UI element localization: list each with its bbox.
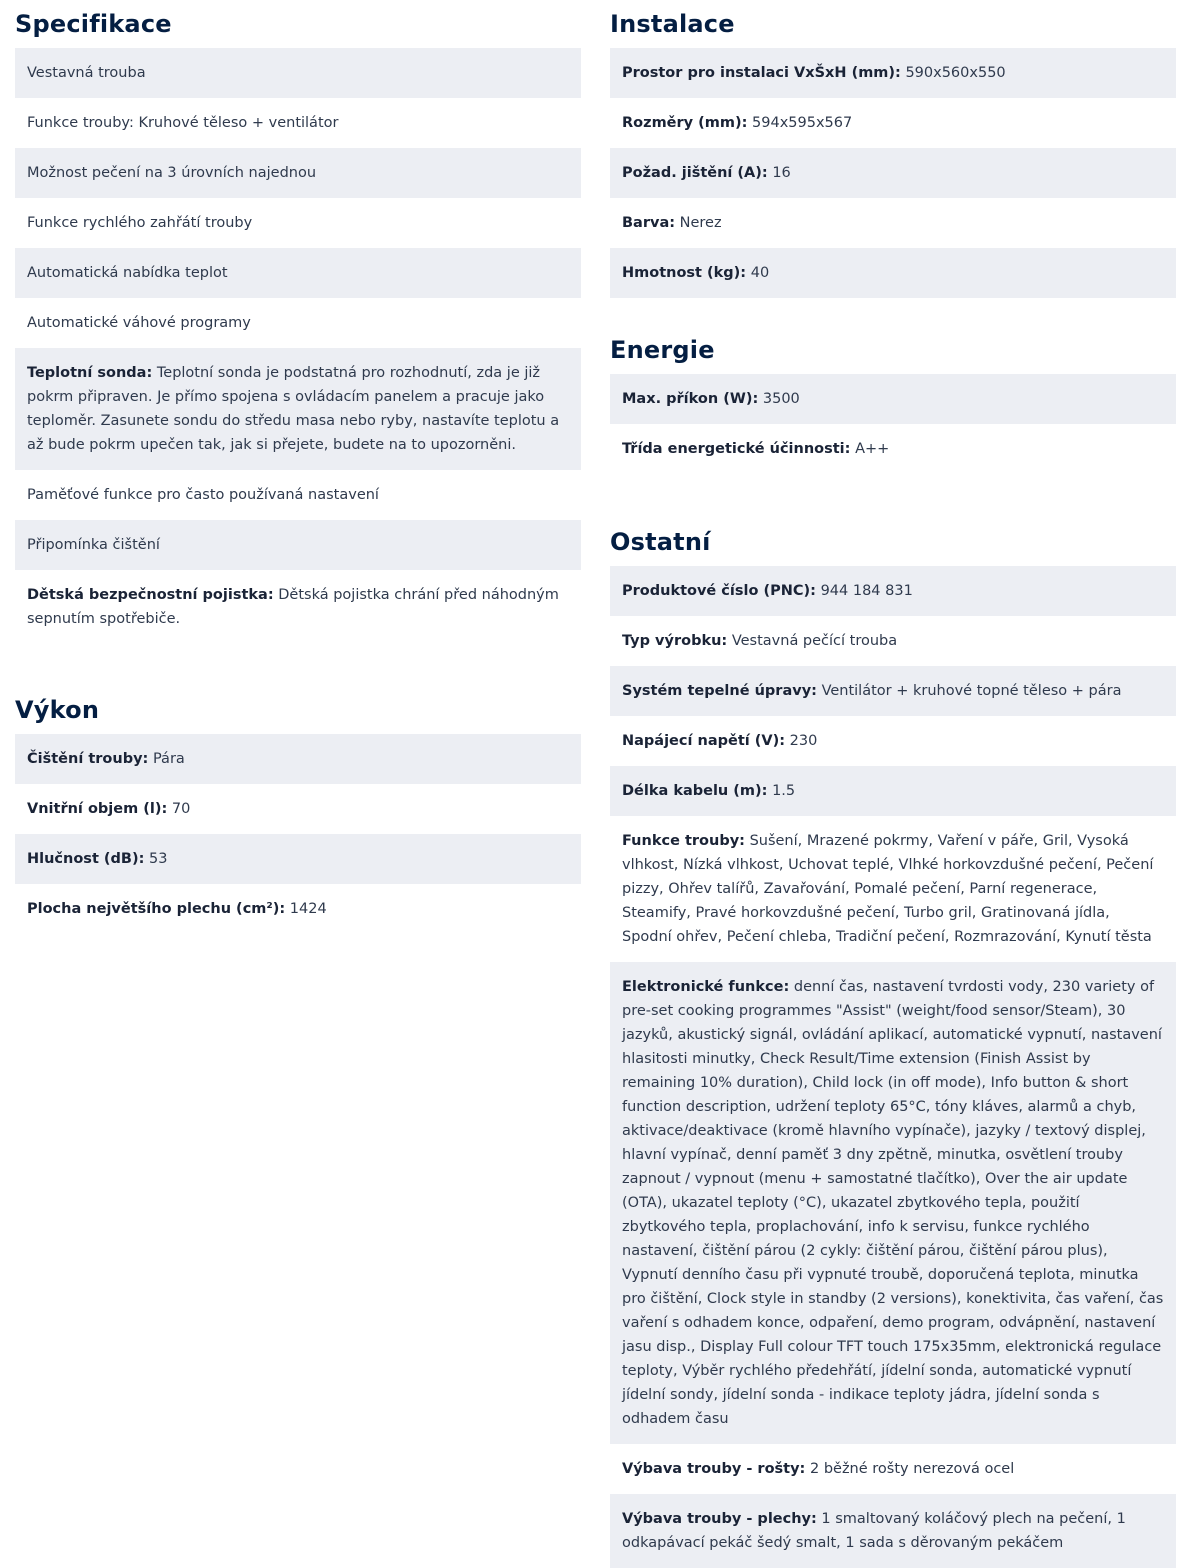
right-column (610, 0, 1176, 1568)
spec-row (610, 766, 1176, 816)
spec-row (15, 884, 581, 934)
spec-value: 944 184 831 (820, 583, 913, 599)
spec-list (15, 48, 581, 644)
spec-value: 594x595x567 (752, 115, 853, 131)
section-energie (610, 326, 1176, 474)
spec-label: Prostor pro instalaci VxŠxH (mm): (622, 65, 901, 81)
spec-label: Napájecí napětí (V): (622, 733, 786, 749)
spec-row (610, 666, 1176, 716)
spec-value: Paměťové funkce pro často používaná nastavení (27, 487, 379, 503)
section-title: Výkon (15, 696, 100, 724)
spec-value: 1 smaltovaný koláčový plech na pečení, 1 odkapávací pekáč šedý smalt, 1 sada s děrovaným pekáčem (622, 1511, 1126, 1551)
spec-list (15, 734, 581, 934)
spec-value: 230 (789, 733, 818, 749)
section-instalace (610, 0, 1176, 298)
spec-row (15, 348, 581, 470)
spec-label: Typ výrobku: (622, 633, 728, 649)
spec-row (15, 248, 581, 298)
spec-value: Nerez (679, 215, 722, 231)
spec-row (610, 962, 1176, 1444)
spec-row (610, 374, 1176, 424)
spec-value: denní čas, nastavení tvrdosti vody, 230 variety of pre-set cooking programmes "Assist" (weight/food sensor/Steam), 30 jazyků, akustický signál, ovládání aplikací, automatické vypnutí, nastavení hlasitosti minutky, Check Result/Time extension (Finish Assist by remaining 10% duration), Child lock (in off mode), Info button & short function description, udržení teploty 65°C, tóny kláves, alarmů a chyb, aktivace/deaktivace (kromě hlavního vypínače), jazyky / textový displej, hlavní vypínač, denní paměť 3 dny zpětně, minutka, osvětlení trouby zapnout / vypnout (menu + samostatné tlačítko), Over the air update (OTA), ukazatel teploty (°C), ukazatel zbytkového tepla, použití zbytkového tepla, proplachování, info k servisu, funkce rychlého nastavení, čištění párou (2 cykly: čištění párou, čištění párou plus), Vypnutí denního času při vypnuté troubě, doporučená teplota, minutka pro čištění, Clock style in standby (2 versions), konektivita, čas vaření, čas vaření s odhadem konce, odpaření, demo program, odvápnění, nastavení jasu disp., Display Full colour TFT touch 175x35mm, elektronická regulace teploty, Výběr rychlého předehřátí, jídelní sonda, automatické vypnutí jídelní sondy, jídelní sonda - indikace teploty jádra, jídelní sonda s odhadem času (622, 979, 1164, 1427)
spec-value: 70 (171, 801, 191, 817)
spec-label: Vnitřní objem (l): (27, 801, 168, 817)
spec-value: 53 (149, 851, 168, 867)
spec-row (610, 816, 1176, 962)
spec-label: Produktové číslo (PNC): (622, 583, 816, 599)
spec-row (610, 616, 1176, 666)
section-title: Energie (610, 336, 715, 364)
spec-row (15, 470, 581, 520)
spec-row (610, 566, 1176, 616)
spec-label: Hmotnost (kg): (622, 265, 747, 281)
section-title: Ostatní (610, 528, 711, 556)
spec-value: Ventilátor + kruhové topné těleso + pára (821, 683, 1122, 699)
spec-label: Barva: (622, 215, 676, 231)
spec-row (610, 716, 1176, 766)
spec-label: Hlučnost (dB): (27, 851, 145, 867)
spec-value: 1424 (289, 901, 327, 917)
spec-row (610, 98, 1176, 148)
spec-row (15, 784, 581, 834)
spec-label: Funkce trouby: (622, 833, 745, 849)
spec-value: Pára (152, 751, 185, 767)
section-title: Instalace (610, 10, 735, 38)
spec-value: Připomínka čištění (27, 537, 160, 553)
spec-row (610, 1494, 1176, 1568)
section-specifikace (15, 0, 581, 644)
spec-value: Sušení, Mrazené pokrmy, Vaření v páře, Gril, Vysoká vlhkost, Nízká vlhkost, Uchovat teplé, Vlhké horkovzdušné pečení, Pečení pizzy, Ohřev talířů, Zavařování, Pomalé pečení, Parní regenerace, Steamify, Pravé horkovzdušné pečení, Turbo gril, Gratinovaná jídla, Spodní ohřev, Pečení chleba, Tradiční pečení, Rozmrazování, Kynutí těsta (622, 833, 1154, 945)
spec-row (15, 298, 581, 348)
spec-label: Teplotní sonda: (27, 365, 153, 381)
spec-row (610, 198, 1176, 248)
spec-row (15, 98, 581, 148)
spec-label: Výbava trouby - plechy: (622, 1511, 817, 1527)
spec-value: 1.5 (772, 783, 796, 799)
spec-label: Čištění trouby: (27, 751, 149, 767)
spec-value: 16 (772, 165, 791, 181)
spec-list (610, 48, 1176, 298)
section-vykon (15, 686, 581, 934)
spec-value: 590x560x550 (905, 65, 1006, 81)
spec-label: Rozměry (mm): (622, 115, 748, 131)
spec-list (610, 374, 1176, 474)
spec-row (15, 48, 581, 98)
section-ostatni (610, 518, 1176, 1568)
spec-label: Třída energetické účinnosti: (622, 441, 851, 457)
spec-value: Možnost pečení na 3 úrovních najednou (27, 165, 317, 181)
spec-value: 40 (750, 265, 770, 281)
spec-row (15, 734, 581, 784)
spec-value: Funkce trouby: Kruhové těleso + ventilátor (27, 115, 339, 131)
spec-value: A++ (855, 441, 890, 457)
spec-label: Elektronické funkce: (622, 979, 790, 995)
section-title: Specifikace (15, 10, 172, 38)
spec-row (610, 48, 1176, 98)
spec-value: Automatická nabídka teplot (27, 265, 228, 281)
spec-row (610, 248, 1176, 298)
left-column (15, 0, 581, 934)
spec-value: Vestavná pečící trouba (731, 633, 898, 649)
spec-label: Výbava trouby - rošty: (622, 1461, 806, 1477)
spec-label: Požad. jištění (A): (622, 165, 768, 181)
spec-row (15, 520, 581, 570)
spec-label: Max. příkon (W): (622, 391, 759, 407)
spec-value: Teplotní sonda je podstatná pro rozhodnutí, zda je již pokrm připraven. Je přímo spojena s ovládacím panelem a pracuje jako teploměr. Zasunete sondu do středu masa nebo ryby, nastavíte teplotu a až bude pokrm upečen tak, jak si přejete, budete na to upozorněni. (27, 365, 560, 453)
spec-value: Dětská pojistka chrání před náhodným sepnutím spotřebiče. (27, 587, 559, 627)
spec-row (15, 198, 581, 248)
spec-row (610, 424, 1176, 474)
spec-row (610, 148, 1176, 198)
spec-label: Dětská bezpečnostní pojistka: (27, 587, 274, 603)
spec-value: Vestavná trouba (27, 65, 146, 81)
spec-label: Systém tepelné úpravy: (622, 683, 817, 699)
spec-label: Délka kabelu (m): (622, 783, 768, 799)
spec-row (610, 1444, 1176, 1494)
spec-label: Plocha největšího plechu (cm²): (27, 901, 286, 917)
spec-value: 2 běžné rošty nerezová ocel (809, 1461, 1015, 1477)
spec-row (15, 570, 581, 644)
spec-value: 3500 (762, 391, 800, 407)
spec-value: Automatické váhové programy (27, 315, 251, 331)
spec-row (15, 148, 581, 198)
spec-row (15, 834, 581, 884)
spec-list (610, 566, 1176, 1568)
spec-value: Funkce rychlého zahřátí trouby (27, 215, 253, 231)
